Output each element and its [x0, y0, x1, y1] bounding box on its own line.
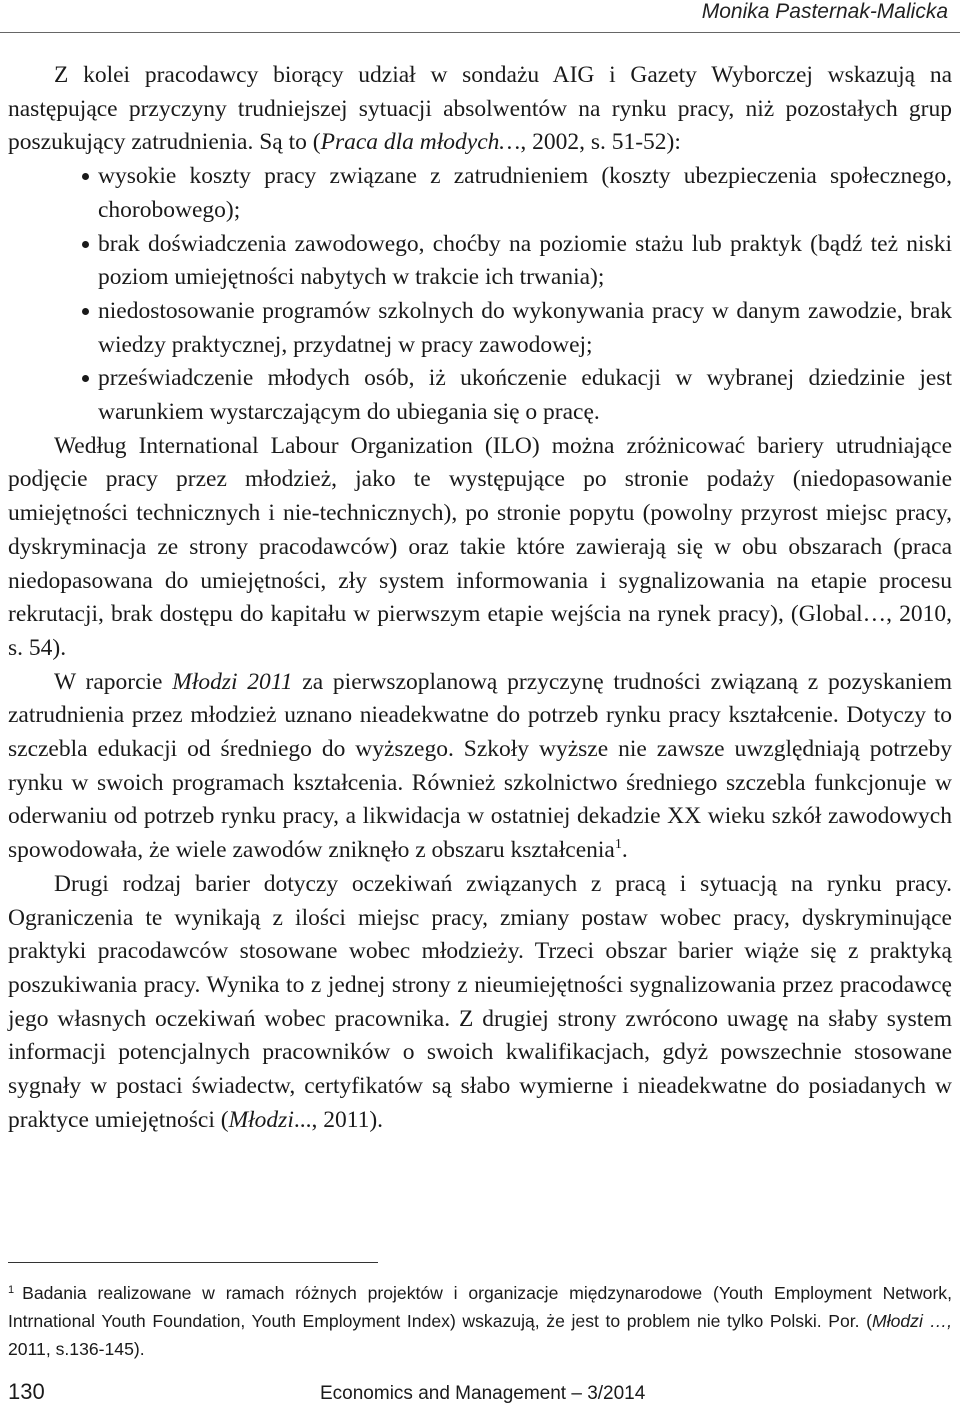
page-number: 130 [8, 1379, 45, 1404]
footnote: $^1$ Badania realizowane w ramach różnych projektów i organizacje międzynarodowe (Youth Employment Network, Intrnational Youth Foundation, Youth Employment Index) wskazują, że jest to problem nie tylko Polski. Por. (Młodzi …, 2011, s.136-145). [8, 1283, 952, 1359]
footnote-number: 1 [8, 1284, 15, 1296]
footnote-separator [8, 1262, 378, 1263]
bullet-list [8, 160, 952, 430]
bullet-item: niedostosowanie programów szkolnych do wykonywania pracy w danym zawodzie, brak wiedzy praktycznej, przydatnej w pracy zawodowej; [98, 295, 952, 362]
header-rule [0, 32, 960, 33]
bullet-item: przeświadczenie młodych osób, iż ukończenie edukacji w wybranej dziedzinie jest warunkiem wystarczającym do ubiegania się o pracę. [98, 362, 952, 429]
paragraph-mlodzi-report: W raporcie Młodzi 2011 za pierwszoplanową przyczynę trudności związaną z pozyskaniem zatrudnienia przez młodzież uznano nieadekwatne do potrzeb rynku pracy kształcenie. Dotyczy to szczebla edukacji od średniego do wyższego. Szkoły wyższe nie zawsze uwzględniają potrzeby rynku w swoich programach kształcenia. Również szkolnictwo średniego szczebla funkcjonuje w oderwaniu od potrzeb rynku pracy, a likwidacja w ostatniej dekadzie XX wieku szkół zawodowych spowodowała, że wiele zawodów zniknęło z obszaru kształcenia$^1$. [8, 668, 952, 864]
bullet-item: brak doświadczenia zawodowego, choćby na poziomie stażu lub praktyk (bądź też niski poziom umiejętności nabytych w trakcie ich trwania); [98, 228, 952, 295]
paragraph-ilo: Według International Labour Organization (ILO) można zróżnicować bariery utrudniające podjęcie pracy przez młodzież, jako te występujące po stronie podaży (niedopasowanie umiejętności technicznych i nie-technicznych), po stronie popytu (powolny przyrost miejsc pracy, dyskryminacja ze strony pracodawców) oraz takie które zawierają się w obu obszarach (praca niedopasowana do umiejętności, zły system informowania i sygnalizowania na etapie procesu rekrutacji, brak dostępu do kapitału w pierwszym etapie wejścia na rynek pracy), (Global…, 2010, s. 54). [8, 432, 952, 661]
footnote-reference[interactable]: 1 [614, 837, 622, 853]
paragraph-intro: Z kolei pracodawcy biorący udział w sondażu AIG i Gazety Wyborczej wskazują na następujące przyczyny trudniejszej sytuacji absolwentów na rynku pracy, niż pozostałych grup poszukujący zatrudnienia. Są to (Praca dla młodych…, 2002, s. 51-52): [8, 62, 952, 156]
bullet-item: wysokie koszty pracy związane z zatrudnieniem (koszty ubezpieczenia społecznego, chorobowego); [98, 160, 952, 227]
journal-footer: Economics and Management – 3/2014 [320, 1383, 646, 1404]
paragraph-barriers: Drugi rodzaj barier dotyczy oczekiwań związanych z pracą i sytuacją na rynku pracy. Ograniczenia te wynikają z ilości miejsc pracy, zmiany postaw wobec pracy, dyskryminujące praktyki pracodawców stosowane wobec młodzieży. Trzeci obszar barier wiąże się z praktyką poszukiwania pracy. Wynika to z jednej strony z nieumiejętności sygnalizowania przez pracodawcę jego własnych oczekiwań wobec pracownika. Z drugiej strony zwrócono uwagę na słaby system informacji potencjalnych pracowników o swoich kwalifikacjach, gdyż powszechnie stosowane sygnały w postaci świadectw, certyfikatów są słabo wymierne i nieadekwatne do posiadanych w praktyce umiejętności (Młodzi..., 2011). [8, 870, 952, 1133]
running-header-author: Monika Pasternak-Malicka [701, 0, 948, 23]
main-text [8, 59, 952, 1138]
